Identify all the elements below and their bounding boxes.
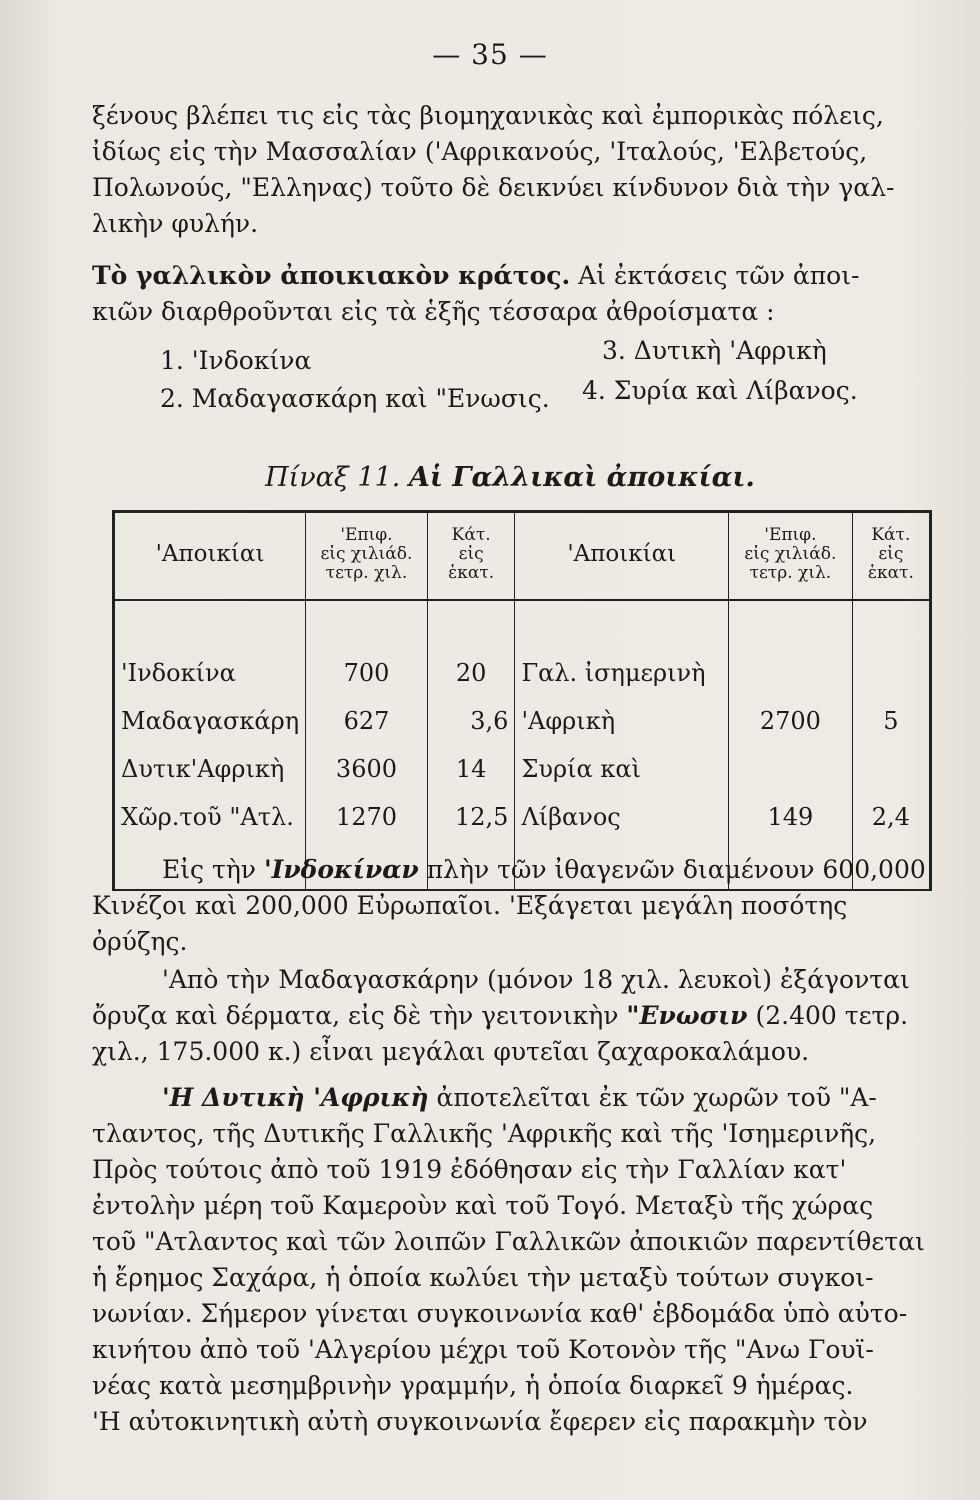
header-area-line: 'Επιφ. <box>340 524 393 545</box>
text-line: ἡ ἔρημος Σαχάρα, ἡ ὁποία κωλύει τὴν μεταξὺ τούτων συγκοι- <box>92 1263 874 1292</box>
text-line: τλαντος, τῆς Δυτικῆς Γαλλικῆς 'Αφρικῆς καὶ τῆς 'Ισημερινῆς, <box>92 1119 877 1148</box>
header-area-line: εἰς χιλιάδ. <box>320 543 413 564</box>
emphasis-west-africa: 'Η Δυτικὴ 'Αφρικὴ <box>162 1083 429 1112</box>
emphasis-reunion: "Ενωσιν <box>626 1001 748 1030</box>
section-heading: Τὸ γαλλικὸν ἀποικιακὸν κράτος. <box>92 261 571 290</box>
colony-area: 3600 <box>306 745 428 793</box>
table-caption <box>0 462 980 493</box>
text-line: ἐντολὴν μέρη τοῦ Καμεροὺν καὶ τοῦ Τογό. Μεταξὺ τῆς χώρας <box>92 1191 874 1220</box>
header-pop-line: εἰς <box>878 543 904 564</box>
colony-name-2: 'Αφρικὴ <box>515 697 729 745</box>
group-item-4: 4. Συρία καὶ Λίβανος. <box>582 376 858 405</box>
text-line <box>92 1080 942 1116</box>
colony-name: Χῶρ.τοῦ "Ατλ. <box>114 793 306 841</box>
text-line: νωνίαν. Σήμερον γίνεται συγκοινωνία καθ' ἑβδομάδα ὑπὸ αὐτο- <box>92 1299 908 1328</box>
header-pop-line: Κάτ. <box>451 524 491 545</box>
text-line: ὀρύζης. <box>92 927 188 956</box>
table-caption-title: Αἱ Γαλλικαὶ ἀποικίαι. <box>408 462 755 493</box>
table-row <box>114 745 931 793</box>
header-pop-line: εἰς <box>458 543 484 564</box>
table-row <box>114 793 931 841</box>
text-segment: Εἰς τὴν <box>162 855 257 884</box>
text-segment: ἀποτελεῖται ἐκ τῶν χωρῶν τοῦ "Α- <box>436 1083 877 1112</box>
colony-area: 627 <box>306 697 428 745</box>
colony-pop: 14 <box>427 745 515 793</box>
colony-pop-2: 2,4 <box>852 793 930 841</box>
colony-name-2: Γαλ. ἰσημερινὴ <box>515 649 729 697</box>
text-line <box>92 258 942 294</box>
colony-name: Δυτικ'Αφρικὴ <box>114 745 306 793</box>
colony-name: 'Ινδοκίνα <box>114 649 306 697</box>
header-area-line: τετρ. χιλ. <box>325 562 408 583</box>
colony-pop-2 <box>852 649 930 697</box>
text-line: Κινέζοι καὶ 200,000 Εὐρωπαῖοι. 'Εξάγεται μεγάλη ποσότης <box>92 891 848 920</box>
text-segment: πλὴν τῶν ἰθαγενῶν διαμένουν 600,000 <box>426 855 926 884</box>
text-line: 'Απὸ τὴν Μαδαγασκάρην (μόνον 18 χιλ. λευκοὶ) ἐξάγονται <box>162 965 910 994</box>
text-line: κιῶν διαρθροῦνται εἰς τὰ ἑξῆς τέσσαρα ἀθροίσματα : <box>92 297 775 326</box>
colony-pop: 12,5 <box>427 793 515 841</box>
header-pop-line: ἑκατ. <box>867 562 914 583</box>
table-header-row <box>114 512 931 601</box>
header-pop-line: ἑκατ. <box>448 562 495 583</box>
text-line: ἰδίως εἰς τὴν Μασσαλίαν ('Αφρικανούς, 'Ιταλούς, 'Ελβετούς, <box>92 137 868 166</box>
section-text: Αἱ ἐκτάσεις τῶν ἀποι- <box>578 261 860 290</box>
colony-area-2 <box>729 649 853 697</box>
header-colony: 'Αποικίαι <box>114 512 306 601</box>
colony-area-2: 149 <box>729 793 853 841</box>
text-line: κινήτου ἀπὸ τοῦ 'Αλγερίου μέχρι τοῦ Κοτονὸν τῆς "Ανω Γουϊ- <box>92 1335 874 1364</box>
colony-area-2: 2700 <box>729 697 853 745</box>
text-line: Πολωνούς, "Ελληνας) τοῦτο δὲ δεικνύει κίνδυνον διὰ τὴν γαλ- <box>92 173 895 202</box>
header-area <box>306 512 428 601</box>
header-pop <box>427 512 515 601</box>
table-row <box>114 649 931 697</box>
text-segment: (2.400 τετρ. <box>755 1001 909 1030</box>
text-line: 'Η αὐτοκινητικὴ αὐτὴ συγκοινωνία ἔφερεν εἰς παρακμὴν τὸν <box>92 1407 868 1436</box>
header-area-line: 'Επιφ. <box>764 524 817 545</box>
page-number: — 35 — <box>432 38 548 71</box>
colony-area: 1270 <box>306 793 428 841</box>
header-area-2 <box>729 512 853 601</box>
intro-paragraph <box>92 98 942 242</box>
colony-pop: 20 <box>427 649 515 697</box>
west-africa-paragraph <box>92 1080 942 1440</box>
group-item-3: 3. Δυτικὴ 'Αφρικὴ <box>602 336 827 365</box>
colony-name-2: Συρία καὶ <box>515 745 729 793</box>
indochina-paragraph <box>92 852 942 960</box>
colonies-table <box>112 510 932 891</box>
header-area-line: εἰς χιλιάδ. <box>744 543 837 564</box>
header-pop-2 <box>852 512 930 601</box>
text-line <box>92 998 942 1034</box>
colony-pop: 3,6 <box>427 697 515 745</box>
text-segment: ὄρυζα καὶ δέρματα, εἰς δὲ τὴν γειτονικὴν <box>92 1001 619 1030</box>
header-colony-2: 'Αποικίαι <box>515 512 729 601</box>
table-caption-prefix: Πίναξ 11. <box>265 462 401 493</box>
colony-pop-2: 5 <box>852 697 930 745</box>
text-line: τοῦ "Ατλαντος καὶ τῶν λοιπῶν Γαλλικῶν ἀποικιῶν παρεντίθεται <box>92 1227 925 1256</box>
table-spacer-row <box>114 600 931 649</box>
colony-pop-2 <box>852 745 930 793</box>
madagascar-paragraph <box>92 962 942 1070</box>
emphasis-indochina: 'Ινδοκίναν <box>263 855 419 884</box>
colony-name-2: Λίβανος <box>515 793 729 841</box>
colony-area-2 <box>729 745 853 793</box>
section-paragraph <box>92 258 942 330</box>
text-line: ξένους βλέπει τις εἰς τὰς βιομηχανικὰς καὶ ἐμπορικὰς πόλεις, <box>92 101 884 130</box>
colony-area: 700 <box>306 649 428 697</box>
header-area-line: τετρ. χιλ. <box>749 562 832 583</box>
text-line <box>92 852 942 888</box>
text-line: χιλ., 175.000 κ.) εἶναι μεγάλαι φυτεῖαι ζαχαροκαλάμου. <box>92 1037 810 1066</box>
group-item-2: 2. Μαδαγασκάρη καὶ "Ενωσις. <box>160 384 550 413</box>
header-pop-line: Κάτ. <box>871 524 911 545</box>
colony-name: Μαδαγασκάρη <box>114 697 306 745</box>
text-line: νέας κατὰ μεσημβρινὴν γραμμήν, ἡ ὁποία διαρκεῖ 9 ἡμέρας. <box>92 1371 854 1400</box>
group-item-1: 1. 'Ινδοκίνα <box>160 346 312 375</box>
text-line: Πρὸς τούτοις ἀπὸ τοῦ 1919 ἐδόθησαν εἰς τὴν Γαλλίαν κατ' <box>92 1155 847 1184</box>
text-line: λικὴν φυλήν. <box>92 209 259 238</box>
table-row <box>114 697 931 745</box>
